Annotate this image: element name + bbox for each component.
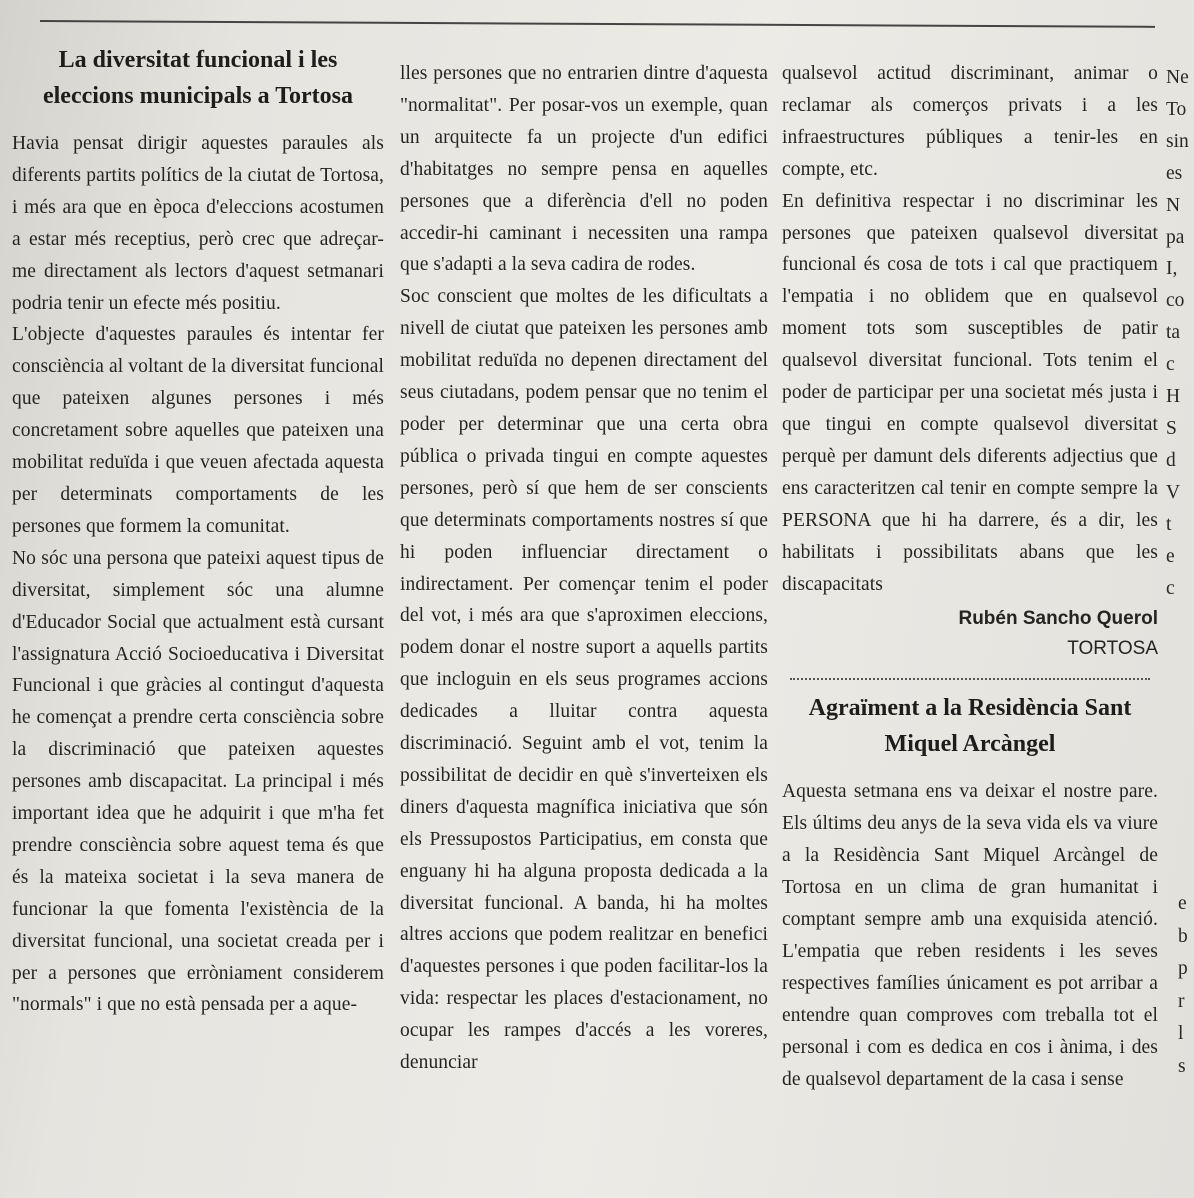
column-2 <box>400 58 768 1079</box>
body-paragraph: No sóc una persona que pateixi aquest tipus de diversitat, simplement sóc una alumne d'Educador Social que actualment està cursant l'assignatura Acció Socioeducativa i Diversitat Funcional i que gràcies al contingut d'aquesta he començat a prendre certa consciència sobre la discriminació que pateixen aquestes persones amb discapacitat. La principal i més important idea que he adquirit i que m'ha fet prendre consciència sobre aquest tema és que és la mateixa societat i la seva manera de funcionar la que fomenta l'existència de la diversitat funcional, una societat creada per i per a persones que erròniament considerem "normals" i que no està pensada per a aque- <box>12 547 384 1016</box>
body-paragraph: qualsevol actitud discriminant, animar o reclamar als comerços privats i a les infraestructures públiques a tenir-les en compte, etc. <box>782 63 1158 180</box>
cropped-text-fragment: t <box>1166 513 1172 535</box>
cropped-text-fragment: e <box>1166 545 1175 567</box>
cropped-next-column-lower <box>1178 888 1194 1083</box>
cropped-text-fragment: l <box>1178 1023 1184 1044</box>
article-separator <box>790 678 1150 680</box>
cropped-text-fragment: H <box>1166 386 1181 408</box>
cropped-text-fragment: To <box>1166 98 1187 120</box>
cropped-text-fragment: N <box>1166 194 1181 216</box>
body-paragraph: Soc conscient que moltes de les dificultats a nivell de ciutat que pateixen les persones amb mobilitat reduïda no depenen directament del seus ciutadans, podem pensar que no tenim el poder per determinar que una certa obra pública o privada tingui en compte aquestes persones, però sí que hem de ser conscients que determinats comportaments nostres sí que hi poden influenciar directament o indirectament. Per començar tenim el poder del vot, i més ara que s'aproximen eleccions, podem donar el nostre suport a aquells partits que incloguin en els seus programes accions dedicades a lluitar contra aquesta discriminació. Seguint amb el vot, tenim la possibilitat de decidir en què s'inverteixen els diners d'aquesta magnífica iniciativa que són els Pressupostos Participatius, em consta que enguany hi ha alguna proposta dedicada a la diversitat funcional. A banda, hi ha moltes altres accions que podem realitzar en benefici d'aquestes persones i que poden facilitar-los la vida: respectar les places d'estacionament, no ocupar les rampes d'accés a les voreres, denunciar <box>400 286 768 1074</box>
cropped-text-fragment: d <box>1166 449 1176 471</box>
cropped-text-fragment: es <box>1166 162 1183 184</box>
top-rule <box>40 20 1155 28</box>
cropped-text-fragment: e <box>1178 893 1187 914</box>
cropped-text-fragment: c <box>1166 354 1175 376</box>
cropped-text-fragment: b <box>1178 925 1188 947</box>
cropped-text-fragment: p <box>1178 958 1188 979</box>
cropped-text-fragment: c <box>1166 577 1175 599</box>
cropped-text-fragment: r <box>1178 990 1185 1012</box>
author-name: Rubén Sancho Querol <box>958 608 1158 630</box>
body-paragraph: Havia pensat dirigir aquestes paraules als diferents partits polítics de la ciutat de Tortosa, i més ara que en època d'eleccions acostumen a estar més receptius, però crec que adreçar-me directament als lectors d'aquest setmanari podria tenir un efecte més positiu. <box>12 133 384 314</box>
body-paragraph: En definitiva respectar i no discriminar les persones que pateixen qualsevol diversitat funcional és cosa de tots i cal que practiquem l'empatia i no oblidem que en qualsevol moment tots som susceptibles de patir qualsevol diversitat funcional. Tots tenim el poder de participar per una societat més justa i que tingui en compte qualsevol diversitat perquè per damunt dels diferents adjectius que ens caracteritzen cal tenir en compte sempre la PERSONA que hi ha darrere, és a dir, les habilitats i possibilitats abans que les discapacitats <box>782 190 1158 595</box>
column-3 <box>782 58 1158 1095</box>
article-title: Agraïment a la Residència Sant Miquel Arcàngel <box>808 695 1132 758</box>
author-location: TORTOSA <box>1067 638 1158 660</box>
cropped-next-column <box>1166 62 1194 604</box>
body-paragraph: Aquesta setmana ens va deixar el nostre pare. Els últims deu anys de la seva vida els va viure a la Residència Sant Miquel Arcàngel de Tortosa en un clima de gran humanitat i comptant sempre amb una exquisida atenció. L'empatia que reben residents i les seves respectives famílies únicament es pot arribar a entendre quan comproves com treballa tot el personal i com es dedica en cos i ànima, i des de qualsevol departament de la casa i sense <box>782 781 1158 1090</box>
column-1 <box>12 42 384 1021</box>
cropped-text-fragment: co <box>1166 290 1185 312</box>
cropped-text-fragment: sin <box>1166 130 1189 152</box>
signature <box>782 604 1158 664</box>
cropped-text-fragment: ta <box>1166 322 1181 344</box>
body-paragraph: lles persones que no entrarien dintre d'aquesta "normalitat". Per posar-vos un exemple, quan un arquitecte fa un projecte d'un edifici d'habitatges no sempre pensa en aquelles persones que a diferència d'ell no poden accedir-hi caminant i necessiten una rampa que s'adapti a la seva cadira de rodes. <box>400 63 768 276</box>
cropped-text-fragment: pa <box>1166 226 1185 248</box>
cropped-text-fragment: V <box>1166 481 1181 503</box>
article-title: La diversitat funcional i les eleccions municipals a Tortosa <box>42 47 354 109</box>
cropped-text-fragment: I, <box>1166 258 1178 280</box>
cropped-text-fragment: S <box>1166 417 1177 439</box>
cropped-text-fragment: Ne <box>1166 67 1189 88</box>
body-paragraph: L'objecte d'aquestes paraules és intentar fer consciència al voltant de la diversitat funcional que pateixen algunes persones i més concretament sobre aquelles que pateixen una mobilitat reduïda i que veuen afectada aquesta per determinats comportaments de les persones que formem la comunitat. <box>12 324 385 537</box>
cropped-text-fragment: s <box>1178 1055 1186 1077</box>
